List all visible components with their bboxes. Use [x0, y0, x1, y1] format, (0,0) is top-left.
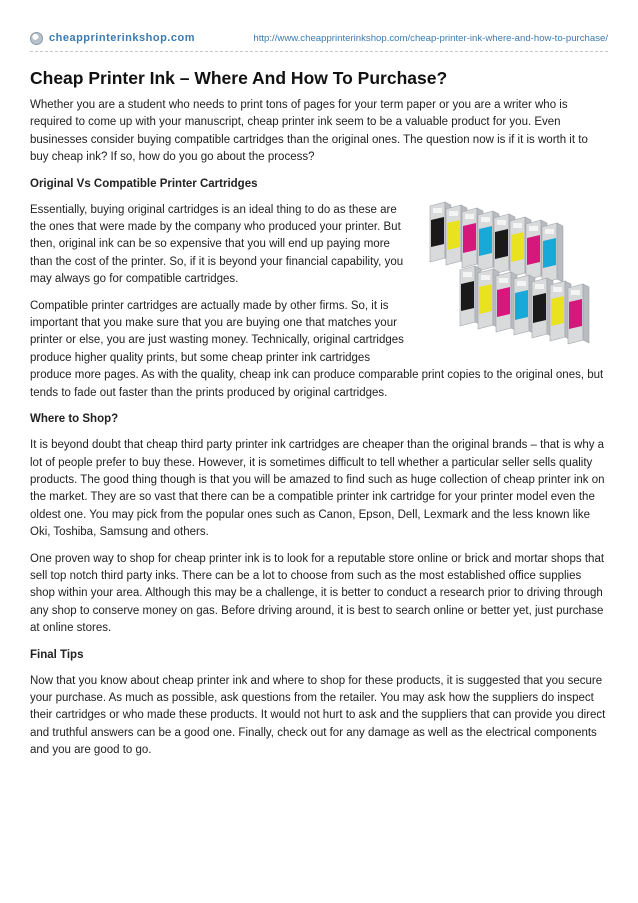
article-title: Cheap Printer Ink – Where And How To Purchase? [30, 68, 448, 88]
site-globe-icon [30, 32, 43, 45]
page-header [30, 28, 608, 48]
ink-cartridges-illustration [420, 192, 608, 370]
section-heading-where-to-shop: Where to Shop? [30, 413, 119, 426]
section2-paragraph-2: One proven way to shop for cheap printer ink is to look for a reputable store online or brick and mortar shops that sell top notch third party inks. There can be a lot to choose from such as the most established office supplies shop within your area. Although this may be a challenge, it is better to conduct a research prior to driving through any shop to conserve money on gas. Before driving around, it is best to search online or better yet, just purchase at online stores. [30, 552, 605, 635]
source-url-link[interactable]: http://www.cheapprinterinkshop.com/cheap-printer-ink-where-and-how-to-purchase/ [253, 32, 608, 44]
section1-paragraph-2: Compatible printer cartridges are actually made by other firms. So, it is important that you make sure that you are buying one that matches your printer or else, you are just wasting money. Technically, original cartridges produce higher quality prints, but some cheap printer ink cartridges produce more pages. As with the quality, cheap ink can produce comparable print copies to the original ones, but tends to fade out faster than the prints produced by original cartridges. [30, 299, 604, 399]
header-divider [30, 51, 608, 52]
article [30, 66, 608, 769]
section2-paragraph-1: It is beyond doubt that cheap third party printer ink cartridges are cheaper than the original brands – that is why a lot of people prefer to buy these. However, it is sometimes difficult to tell whether a particular seller sells quality products. The good thing though is that you will be amazed to find such as huge collection of cheap printer ink on the market. They are so vast that there can be a compatible printer ink cartridge for your printer model even the oldest one. You may pick from the popular ones such as Canon, Epson, Dell, Lexmark and the less known like Oki, Toshiba, Samsung and others. [30, 439, 605, 539]
intro-paragraph: Whether you are a student who needs to print tons of pages for your term paper or you are a writer who is required to come up with your manuscript, cheap printer ink seem to be a valuable product for you. Even businesses consider buying compatible cartridges than the original ones. The question now is if it is worth it to buy cheap ink? If so, how do you go about the process? [30, 99, 588, 164]
ink-cartridge [542, 223, 563, 283]
section1-paragraph-1: Essentially, buying original cartridges is an ideal thing to do as these are the ones that were made by the company who produced your printer. But then, original ink can be so expensive that you will end up paying more than the cost of the printer. So, if it is beyond your financial capability, you may always go for compatible cartridges. [30, 203, 404, 286]
ink-cartridges-image [420, 192, 608, 360]
section-heading-original-vs-compatible: Original Vs Compatible Printer Cartridges [30, 177, 258, 190]
section-heading-final-tips: Final Tips [30, 648, 84, 661]
ink-cartridge [568, 284, 589, 344]
site-name[interactable]: cheapprinterinkshop.com [49, 32, 195, 44]
section3-paragraph-1: Now that you know about cheap printer ink and where to shop for these products, it is suggested that you secure your purchase. As much as possible, ask questions from the retailer. You may ask how the suppliers do inspect their cartridges or who made these products. It would not hurt to ask and the suppliers that can provide you direct and truthful answers can be a good one. Finally, check out for any damage as well as the electrical components and you are good to go. [30, 674, 606, 757]
